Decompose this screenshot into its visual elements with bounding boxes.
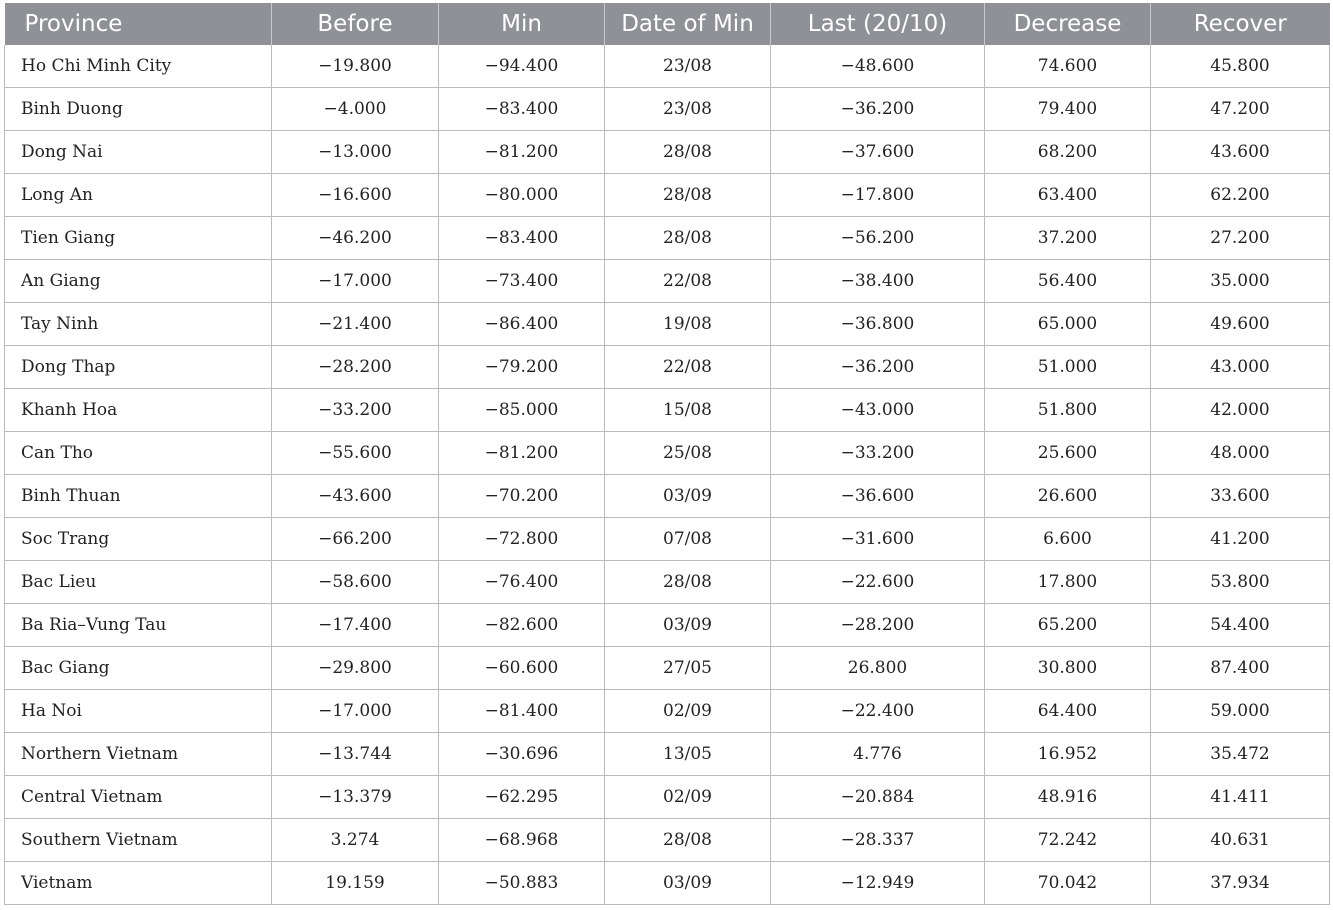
table-row — [5, 432, 1330, 475]
cell-province: Tay Ninh — [5, 303, 272, 346]
header-before: Before — [272, 3, 439, 45]
cell-recover: 62.200 — [1151, 174, 1330, 217]
table-body — [5, 45, 1330, 905]
cell-province: Tien Giang — [5, 217, 272, 260]
cell-recover: 41.200 — [1151, 518, 1330, 561]
table-row — [5, 518, 1330, 561]
cell-before: −43.600 — [272, 475, 439, 518]
table-row — [5, 131, 1330, 174]
cell-recover: 43.600 — [1151, 131, 1330, 174]
cell-recover: 54.400 — [1151, 604, 1330, 647]
cell-date-of-min: 03/09 — [605, 862, 771, 905]
cell-last: −48.600 — [771, 45, 985, 88]
cell-min: −81.200 — [439, 432, 605, 475]
table-row — [5, 604, 1330, 647]
cell-last: −20.884 — [771, 776, 985, 819]
cell-province: Ba Ria–Vung Tau — [5, 604, 272, 647]
cell-before: −21.400 — [272, 303, 439, 346]
cell-before: −58.600 — [272, 561, 439, 604]
cell-decrease: 68.200 — [985, 131, 1151, 174]
cell-before: −29.800 — [272, 647, 439, 690]
cell-decrease: 51.800 — [985, 389, 1151, 432]
cell-decrease: 79.400 — [985, 88, 1151, 131]
cell-before: −19.800 — [272, 45, 439, 88]
cell-last: −31.600 — [771, 518, 985, 561]
cell-last: −12.949 — [771, 862, 985, 905]
cell-province: Vietnam — [5, 862, 272, 905]
cell-min: −68.968 — [439, 819, 605, 862]
cell-before: −28.200 — [272, 346, 439, 389]
cell-decrease: 17.800 — [985, 561, 1151, 604]
cell-min: −76.400 — [439, 561, 605, 604]
cell-recover: 49.600 — [1151, 303, 1330, 346]
cell-province: Long An — [5, 174, 272, 217]
cell-min: −70.200 — [439, 475, 605, 518]
table-row — [5, 819, 1330, 862]
cell-date-of-min: 28/08 — [605, 217, 771, 260]
table-row — [5, 389, 1330, 432]
cell-date-of-min: 02/09 — [605, 776, 771, 819]
cell-recover: 40.631 — [1151, 819, 1330, 862]
cell-min: −83.400 — [439, 88, 605, 131]
cell-decrease: 25.600 — [985, 432, 1151, 475]
table-row — [5, 88, 1330, 131]
table-row — [5, 690, 1330, 733]
cell-min: −83.400 — [439, 217, 605, 260]
cell-last: −17.800 — [771, 174, 985, 217]
cell-before: −17.400 — [272, 604, 439, 647]
cell-decrease: 16.952 — [985, 733, 1151, 776]
table-row — [5, 647, 1330, 690]
cell-province: Binh Thuan — [5, 475, 272, 518]
cell-decrease: 37.200 — [985, 217, 1151, 260]
cell-before: −33.200 — [272, 389, 439, 432]
cell-date-of-min: 22/08 — [605, 260, 771, 303]
cell-date-of-min: 28/08 — [605, 131, 771, 174]
cell-last: 26.800 — [771, 647, 985, 690]
cell-before: 3.274 — [272, 819, 439, 862]
cell-date-of-min: 28/08 — [605, 561, 771, 604]
header-decrease: Decrease — [985, 3, 1151, 45]
cell-date-of-min: 07/08 — [605, 518, 771, 561]
header-recover: Recover — [1151, 3, 1330, 45]
cell-last: −37.600 — [771, 131, 985, 174]
cell-min: −82.600 — [439, 604, 605, 647]
cell-min: −30.696 — [439, 733, 605, 776]
cell-last: −36.600 — [771, 475, 985, 518]
cell-before: −13.379 — [272, 776, 439, 819]
cell-date-of-min: 28/08 — [605, 174, 771, 217]
cell-date-of-min: 03/09 — [605, 475, 771, 518]
cell-min: −94.400 — [439, 45, 605, 88]
table-row — [5, 733, 1330, 776]
cell-decrease: 48.916 — [985, 776, 1151, 819]
cell-date-of-min: 13/05 — [605, 733, 771, 776]
cell-last: 4.776 — [771, 733, 985, 776]
cell-last: −38.400 — [771, 260, 985, 303]
cell-last: −56.200 — [771, 217, 985, 260]
cell-last: −28.337 — [771, 819, 985, 862]
cell-province: Can Tho — [5, 432, 272, 475]
cell-decrease: 64.400 — [985, 690, 1151, 733]
cell-province: Dong Thap — [5, 346, 272, 389]
cell-min: −85.000 — [439, 389, 605, 432]
cell-province: Northern Vietnam — [5, 733, 272, 776]
cell-recover: 33.600 — [1151, 475, 1330, 518]
cell-date-of-min: 02/09 — [605, 690, 771, 733]
cell-before: −4.000 — [272, 88, 439, 131]
cell-province: Soc Trang — [5, 518, 272, 561]
cell-recover: 87.400 — [1151, 647, 1330, 690]
cell-last: −36.200 — [771, 346, 985, 389]
cell-date-of-min: 23/08 — [605, 45, 771, 88]
cell-decrease: 72.242 — [985, 819, 1151, 862]
cell-date-of-min: 27/05 — [605, 647, 771, 690]
table-row — [5, 776, 1330, 819]
cell-province: Khanh Hoa — [5, 389, 272, 432]
table-row — [5, 217, 1330, 260]
cell-recover: 35.000 — [1151, 260, 1330, 303]
cell-decrease: 51.000 — [985, 346, 1151, 389]
cell-province: An Giang — [5, 260, 272, 303]
cell-recover: 43.000 — [1151, 346, 1330, 389]
cell-date-of-min: 23/08 — [605, 88, 771, 131]
cell-date-of-min: 28/08 — [605, 819, 771, 862]
cell-decrease: 56.400 — [985, 260, 1151, 303]
cell-recover: 27.200 — [1151, 217, 1330, 260]
cell-decrease: 65.200 — [985, 604, 1151, 647]
table-row — [5, 260, 1330, 303]
cell-date-of-min: 15/08 — [605, 389, 771, 432]
cell-before: −66.200 — [272, 518, 439, 561]
cell-date-of-min: 03/09 — [605, 604, 771, 647]
cell-recover: 35.472 — [1151, 733, 1330, 776]
cell-before: −13.000 — [272, 131, 439, 174]
header-province: Province — [5, 3, 272, 45]
table-row — [5, 561, 1330, 604]
cell-before: −13.744 — [272, 733, 439, 776]
cell-decrease: 6.600 — [985, 518, 1151, 561]
cell-min: −79.200 — [439, 346, 605, 389]
cell-recover: 41.411 — [1151, 776, 1330, 819]
cell-province: Bac Giang — [5, 647, 272, 690]
cell-province: Dong Nai — [5, 131, 272, 174]
header-last: Last (20/10) — [771, 3, 985, 45]
cell-before: −16.600 — [272, 174, 439, 217]
cell-min: −72.800 — [439, 518, 605, 561]
cell-date-of-min: 25/08 — [605, 432, 771, 475]
cell-min: −73.400 — [439, 260, 605, 303]
cell-decrease: 26.600 — [985, 475, 1151, 518]
cell-decrease: 70.042 — [985, 862, 1151, 905]
table-row — [5, 45, 1330, 88]
cell-recover: 48.000 — [1151, 432, 1330, 475]
cell-date-of-min: 19/08 — [605, 303, 771, 346]
cell-decrease: 65.000 — [985, 303, 1151, 346]
cell-date-of-min: 22/08 — [605, 346, 771, 389]
cell-decrease: 30.800 — [985, 647, 1151, 690]
cell-recover: 45.800 — [1151, 45, 1330, 88]
cell-recover: 47.200 — [1151, 88, 1330, 131]
cell-min: −62.295 — [439, 776, 605, 819]
cell-recover: 37.934 — [1151, 862, 1330, 905]
table-header — [5, 3, 1330, 45]
table-row — [5, 862, 1330, 905]
cell-last: −28.200 — [771, 604, 985, 647]
cell-min: −60.600 — [439, 647, 605, 690]
header-row — [5, 3, 1330, 45]
cell-before: −46.200 — [272, 217, 439, 260]
table-row — [5, 346, 1330, 389]
cell-last: −33.200 — [771, 432, 985, 475]
cell-province: Ha Noi — [5, 690, 272, 733]
cell-recover: 42.000 — [1151, 389, 1330, 432]
cell-min: −50.883 — [439, 862, 605, 905]
cell-last: −36.800 — [771, 303, 985, 346]
table-row — [5, 174, 1330, 217]
province-data-table — [4, 3, 1330, 905]
cell-before: 19.159 — [272, 862, 439, 905]
cell-decrease: 74.600 — [985, 45, 1151, 88]
cell-min: −86.400 — [439, 303, 605, 346]
cell-province: Central Vietnam — [5, 776, 272, 819]
cell-decrease: 63.400 — [985, 174, 1151, 217]
cell-province: Bac Lieu — [5, 561, 272, 604]
cell-province: Southern Vietnam — [5, 819, 272, 862]
header-date-of-min: Date of Min — [605, 3, 771, 45]
cell-min: −81.400 — [439, 690, 605, 733]
header-min: Min — [439, 3, 605, 45]
cell-before: −17.000 — [272, 690, 439, 733]
cell-last: −22.400 — [771, 690, 985, 733]
cell-recover: 53.800 — [1151, 561, 1330, 604]
cell-last: −22.600 — [771, 561, 985, 604]
data-table-container — [4, 3, 1329, 905]
cell-last: −36.200 — [771, 88, 985, 131]
cell-min: −80.000 — [439, 174, 605, 217]
cell-province: Ho Chi Minh City — [5, 45, 272, 88]
cell-last: −43.000 — [771, 389, 985, 432]
cell-before: −55.600 — [272, 432, 439, 475]
cell-recover: 59.000 — [1151, 690, 1330, 733]
cell-min: −81.200 — [439, 131, 605, 174]
table-row — [5, 475, 1330, 518]
cell-province: Binh Duong — [5, 88, 272, 131]
table-row — [5, 303, 1330, 346]
cell-before: −17.000 — [272, 260, 439, 303]
